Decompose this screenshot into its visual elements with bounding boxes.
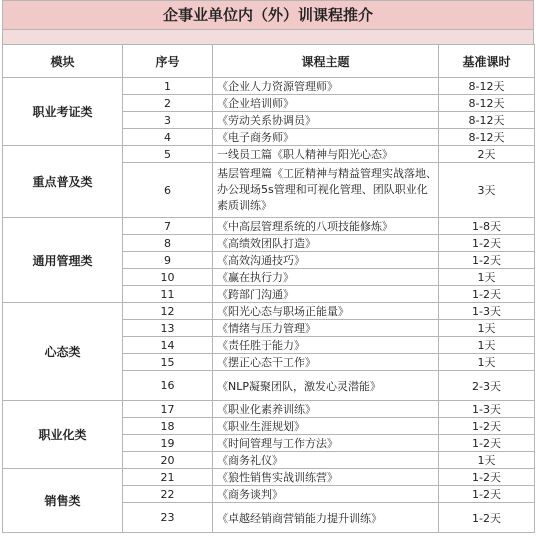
header-module: 模块 <box>3 45 123 78</box>
row-hours: 1-2天 <box>439 435 535 452</box>
row-topic: 《卓越经销商营销能力提升训练》 <box>213 503 439 533</box>
header-index: 序号 <box>123 45 213 78</box>
table-row <box>3 401 535 418</box>
row-hours: 2-3天 <box>439 371 535 401</box>
module-cell: 心态类 <box>3 303 123 401</box>
row-hours: 8-12天 <box>439 95 535 112</box>
row-hours: 1-3天 <box>439 303 535 320</box>
module-cell: 职业考证类 <box>3 78 123 146</box>
module-cell: 通用管理类 <box>3 218 123 303</box>
row-hours: 8-12天 <box>439 78 535 95</box>
row-index: 6 <box>123 163 213 218</box>
table-row <box>3 469 535 486</box>
row-index: 17 <box>123 401 213 418</box>
row-hours: 1-2天 <box>439 286 535 303</box>
row-hours: 3天 <box>439 163 535 218</box>
row-hours: 1天 <box>439 337 535 354</box>
row-topic: 《职业生涯规划》 <box>213 418 439 435</box>
row-index: 8 <box>123 235 213 252</box>
row-topic: 《阳光心态与职场正能量》 <box>213 303 439 320</box>
table-row <box>3 146 535 163</box>
row-index: 3 <box>123 112 213 129</box>
row-topic: 《职业化素养训练》 <box>213 401 439 418</box>
row-hours: 1-2天 <box>439 469 535 486</box>
course-table <box>2 44 535 533</box>
row-index: 21 <box>123 469 213 486</box>
row-topic: 《摆正心态干工作》 <box>213 354 439 371</box>
row-hours: 1-2天 <box>439 418 535 435</box>
row-topic: 《NLP凝聚团队，激发心灵潜能》 <box>213 371 439 401</box>
row-hours: 8-12天 <box>439 129 535 146</box>
row-index: 9 <box>123 252 213 269</box>
row-index: 2 <box>123 95 213 112</box>
row-topic: 《中高层管理系统的八项技能修炼》 <box>213 218 439 235</box>
row-hours: 2天 <box>439 146 535 163</box>
row-index: 16 <box>123 371 213 401</box>
row-topic: 《电子商务师》 <box>213 129 439 146</box>
module-cell: 职业化类 <box>3 401 123 469</box>
row-index: 13 <box>123 320 213 337</box>
row-index: 15 <box>123 354 213 371</box>
row-index: 22 <box>123 486 213 503</box>
row-index: 10 <box>123 269 213 286</box>
row-topic: 《赢在执行力》 <box>213 269 439 286</box>
row-hours: 1天 <box>439 320 535 337</box>
header-hours: 基准课时 <box>439 45 535 78</box>
row-index: 1 <box>123 78 213 95</box>
row-hours: 1-2天 <box>439 235 535 252</box>
row-index: 7 <box>123 218 213 235</box>
table-row <box>3 78 535 95</box>
title-band <box>2 29 534 44</box>
row-topic: 基层管理篇《工匠精神与精益管理实战落地、办公现场5s管理和可视化管理、团队职业化素质训练》 <box>217 167 437 212</box>
row-topic: 《责任胜于能力》 <box>213 337 439 354</box>
course-table-wrapper <box>2 0 534 533</box>
row-topic: 《企业人力资源管理师》 <box>213 78 439 95</box>
row-hours: 8-12天 <box>439 112 535 129</box>
row-topic: 《时间管理与工作方法》 <box>213 435 439 452</box>
table-row <box>3 218 535 235</box>
row-topic: 《情绪与压力管理》 <box>213 320 439 337</box>
row-hours: 1天 <box>439 269 535 286</box>
row-index: 19 <box>123 435 213 452</box>
row-hours: 1-2天 <box>439 252 535 269</box>
module-cell: 销售类 <box>3 469 123 533</box>
row-topic: 一线员工篇《职人精神与阳光心态》 <box>213 146 439 163</box>
row-topic: 《企业培训师》 <box>213 95 439 112</box>
row-topic-cell <box>213 163 439 218</box>
row-index: 20 <box>123 452 213 469</box>
row-index: 23 <box>123 503 213 533</box>
row-hours: 1天 <box>439 354 535 371</box>
row-index: 18 <box>123 418 213 435</box>
row-topic: 《商务谈判》 <box>213 486 439 503</box>
module-cell: 重点普及类 <box>3 146 123 218</box>
row-hours: 1-3天 <box>439 401 535 418</box>
header-topic: 课程主题 <box>213 45 439 78</box>
row-topic: 《狼性销售实战训练营》 <box>213 469 439 486</box>
row-topic: 《跨部门沟通》 <box>213 286 439 303</box>
row-topic: 《高效沟通技巧》 <box>213 252 439 269</box>
row-index: 12 <box>123 303 213 320</box>
row-index: 4 <box>123 129 213 146</box>
row-topic: 《商务礼仪》 <box>213 452 439 469</box>
row-topic: 《高绩效团队打造》 <box>213 235 439 252</box>
page-title: 企事业单位内（外）训课程推介 <box>2 0 534 29</box>
row-hours: 1-2天 <box>439 503 535 533</box>
row-hours: 1天 <box>439 452 535 469</box>
row-hours: 1-8天 <box>439 218 535 235</box>
row-topic: 《劳动关系协调员》 <box>213 112 439 129</box>
table-row <box>3 303 535 320</box>
header-row <box>3 45 535 78</box>
row-index: 5 <box>123 146 213 163</box>
row-index: 14 <box>123 337 213 354</box>
row-hours: 1-2天 <box>439 486 535 503</box>
row-index: 11 <box>123 286 213 303</box>
